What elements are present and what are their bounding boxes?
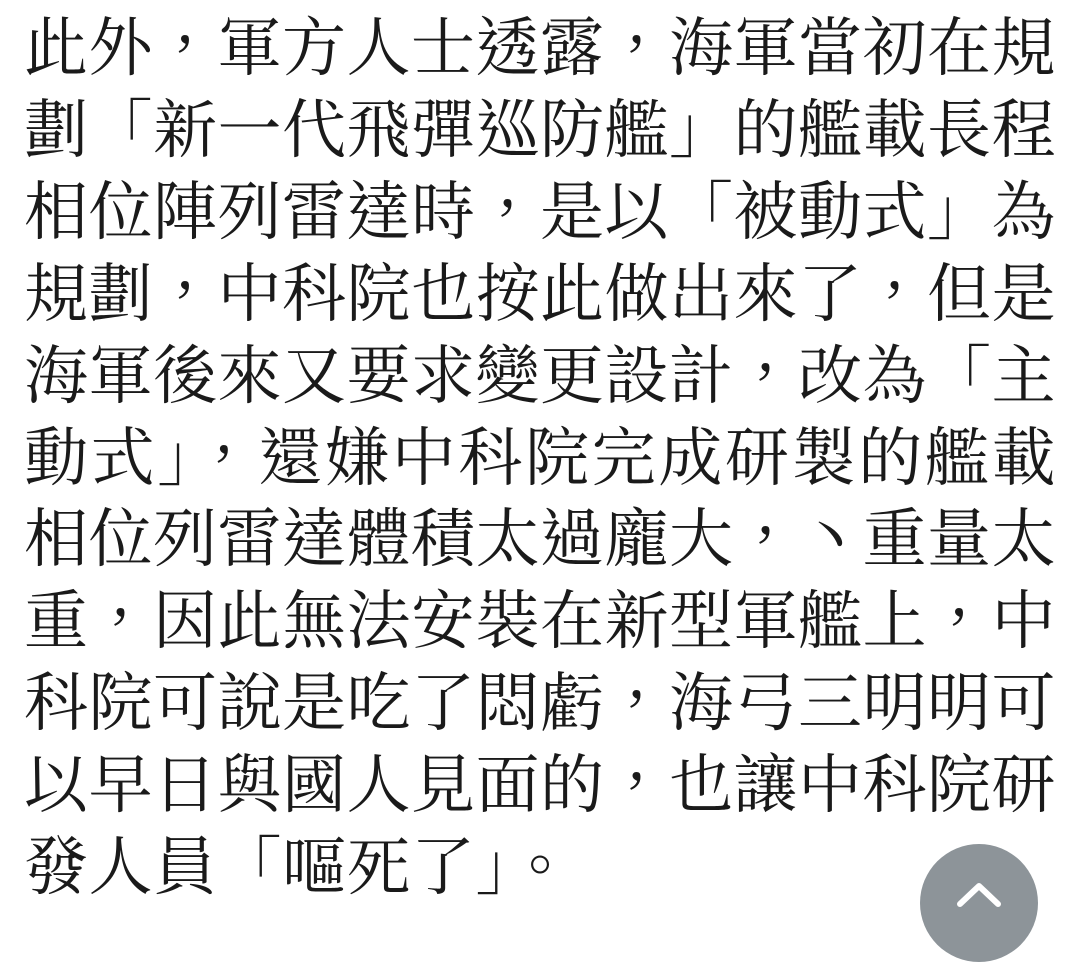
article-paragraph: 此外，軍方人士透露，海軍當初在規劃「新一代飛彈巡防艦」的艦載長程相位陣列雷達時，是以「被動式」為規劃，中科院也按此做出來了，但是海軍後來又要求變更設計，改為「主動式」，還嫌中科院完成研製的艦載相位列雷達體積太過龐大，丶重量太重，因此無法安裝在新型軍艦上，中科院可說是吃了悶虧，海弓三明明可以早日與國人見面的，也讓中科院研發人員「嘔死了」。 <box>24 12 1056 904</box>
scroll-to-top-button[interactable] <box>920 844 1038 962</box>
chevron-up-icon <box>952 870 1006 924</box>
